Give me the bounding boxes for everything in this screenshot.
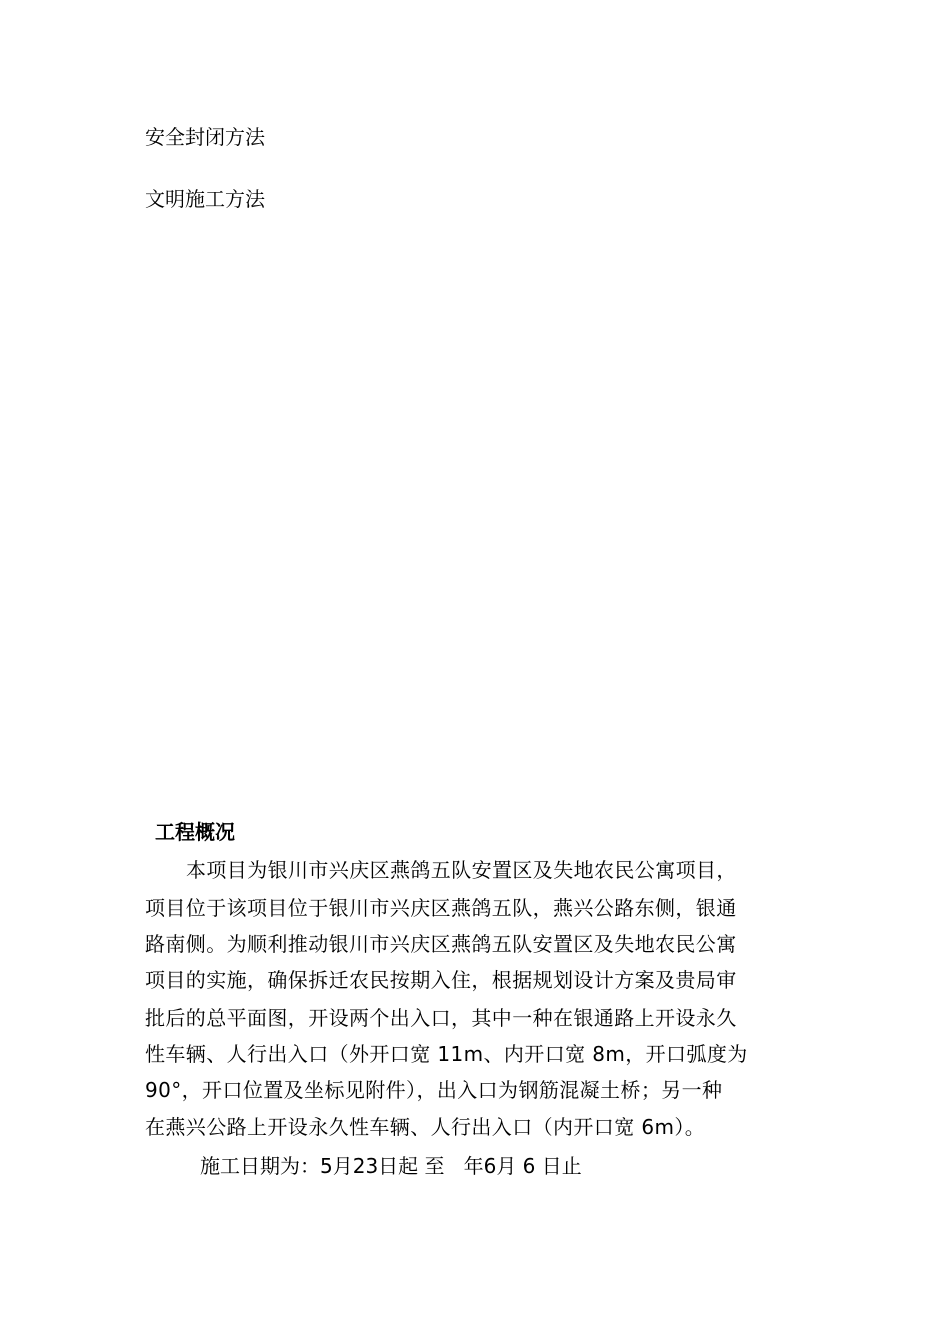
paragraph-line: 项目位于该项目位于银川市兴庆区燕鸽五队，燕兴公路东侧，银通 xyxy=(145,896,737,920)
paragraph-line: 本项目为银川市兴庆区燕鸽五队安置区及失地农民公寓项目， xyxy=(186,858,737,882)
toc-item-civilized-construction: 文明施工方法 xyxy=(145,187,265,211)
paragraph-line: 在燕兴公路上开设永久性车辆、人行出入口（内开口宽 6m）。 xyxy=(145,1115,706,1139)
toc-item-safety-closure: 安全封闭方法 xyxy=(145,125,265,149)
paragraph-line: 路南侧。为顺利推动银川市兴庆区燕鸽五队安置区及失地农民公寓 xyxy=(145,932,737,956)
paragraph-line: 项目的实施，确保拆迁农民按期入住，根据规划设计方案及贵局审 xyxy=(145,968,737,992)
construction-date-line: 施工日期为：5月23日起 至 年6月 6 日止 xyxy=(200,1154,582,1178)
paragraph-line: 性车辆、人行出入口（外开口宽 11m、内开口宽 8m，开口弧度为 xyxy=(145,1042,748,1066)
paragraph-line: 批后的总平面图，开设两个出入口，其中一种在银通路上开设永久 xyxy=(145,1006,737,1030)
section-heading: 工程概况 xyxy=(155,820,235,844)
paragraph-line: 90°，开口位置及坐标见附件），出入口为钢筋混凝土桥；另一种 xyxy=(145,1078,723,1102)
